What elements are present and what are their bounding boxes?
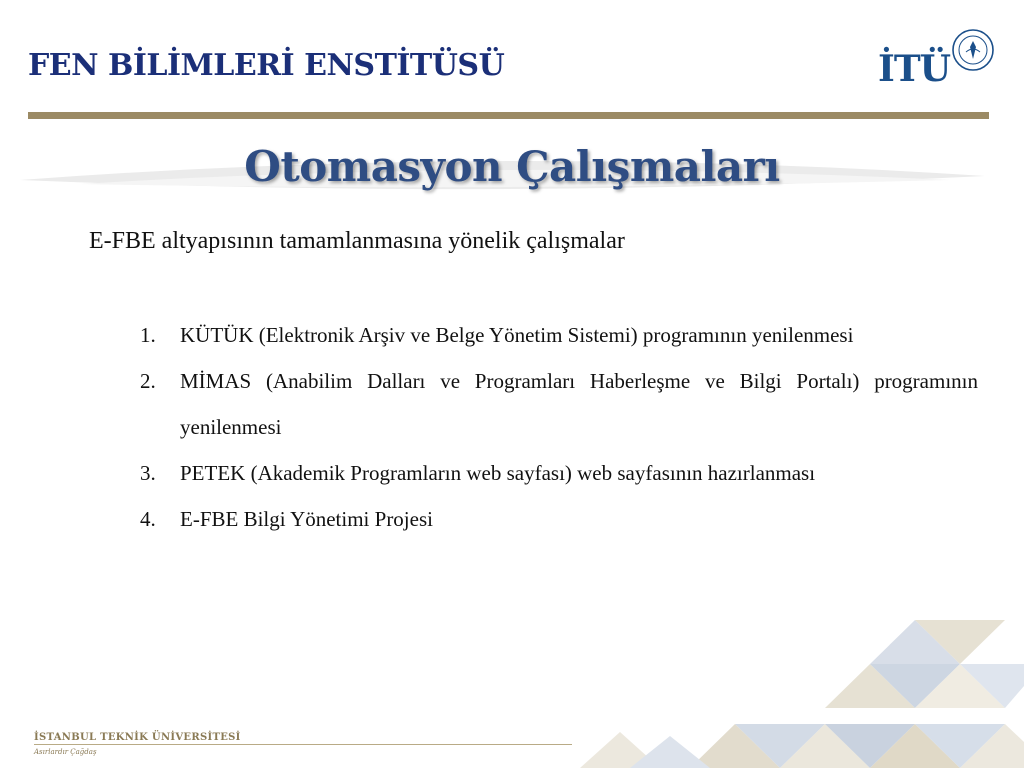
list-item (140, 312, 978, 358)
itu-logo-text: İTÜ (878, 48, 951, 90)
footer-university-name: İSTANBUL TEKNİK ÜNİVERSİTESİ (34, 732, 241, 743)
footer-divider (34, 744, 572, 745)
list-item-number: 2. (140, 369, 156, 393)
itu-logo (876, 28, 996, 98)
slide-subtitle: E-FBE altyapısının tamamlanmasına yönelik çalışmalar (89, 228, 625, 254)
list-item (140, 450, 978, 496)
list-item-number: 3. (140, 461, 156, 485)
header-divider (28, 112, 989, 119)
slide-title: Otomasyon Çalışmaları (244, 142, 780, 191)
footer-motto: Asırlardır Çağdaş (34, 748, 97, 756)
triangle-pattern-decoration (570, 612, 1024, 768)
list-item (140, 496, 978, 542)
itu-seal-icon (951, 28, 995, 72)
list-item-number: 4. (140, 507, 156, 531)
list-item-text: E-FBE Bilgi Yönetimi Projesi (180, 507, 433, 531)
work-item-list (140, 312, 978, 542)
institute-title: FEN BİLİMLERİ ENSTİTÜSÜ (28, 48, 505, 83)
list-item-text: PETEK (Akademik Programların web sayfası) web sayfasının hazırlanması (180, 461, 816, 485)
list-item-text: KÜTÜK (Elektronik Arşiv ve Belge Yönetim Sistemi) programının yenilenmesi (180, 323, 854, 347)
list-item (140, 358, 978, 450)
list-item-text: MİMAS (Anabilim Dalları ve Programları Haberleşme ve Bilgi Portalı) programının yenilenmesi (180, 369, 978, 439)
list-item-number: 1. (140, 323, 156, 347)
